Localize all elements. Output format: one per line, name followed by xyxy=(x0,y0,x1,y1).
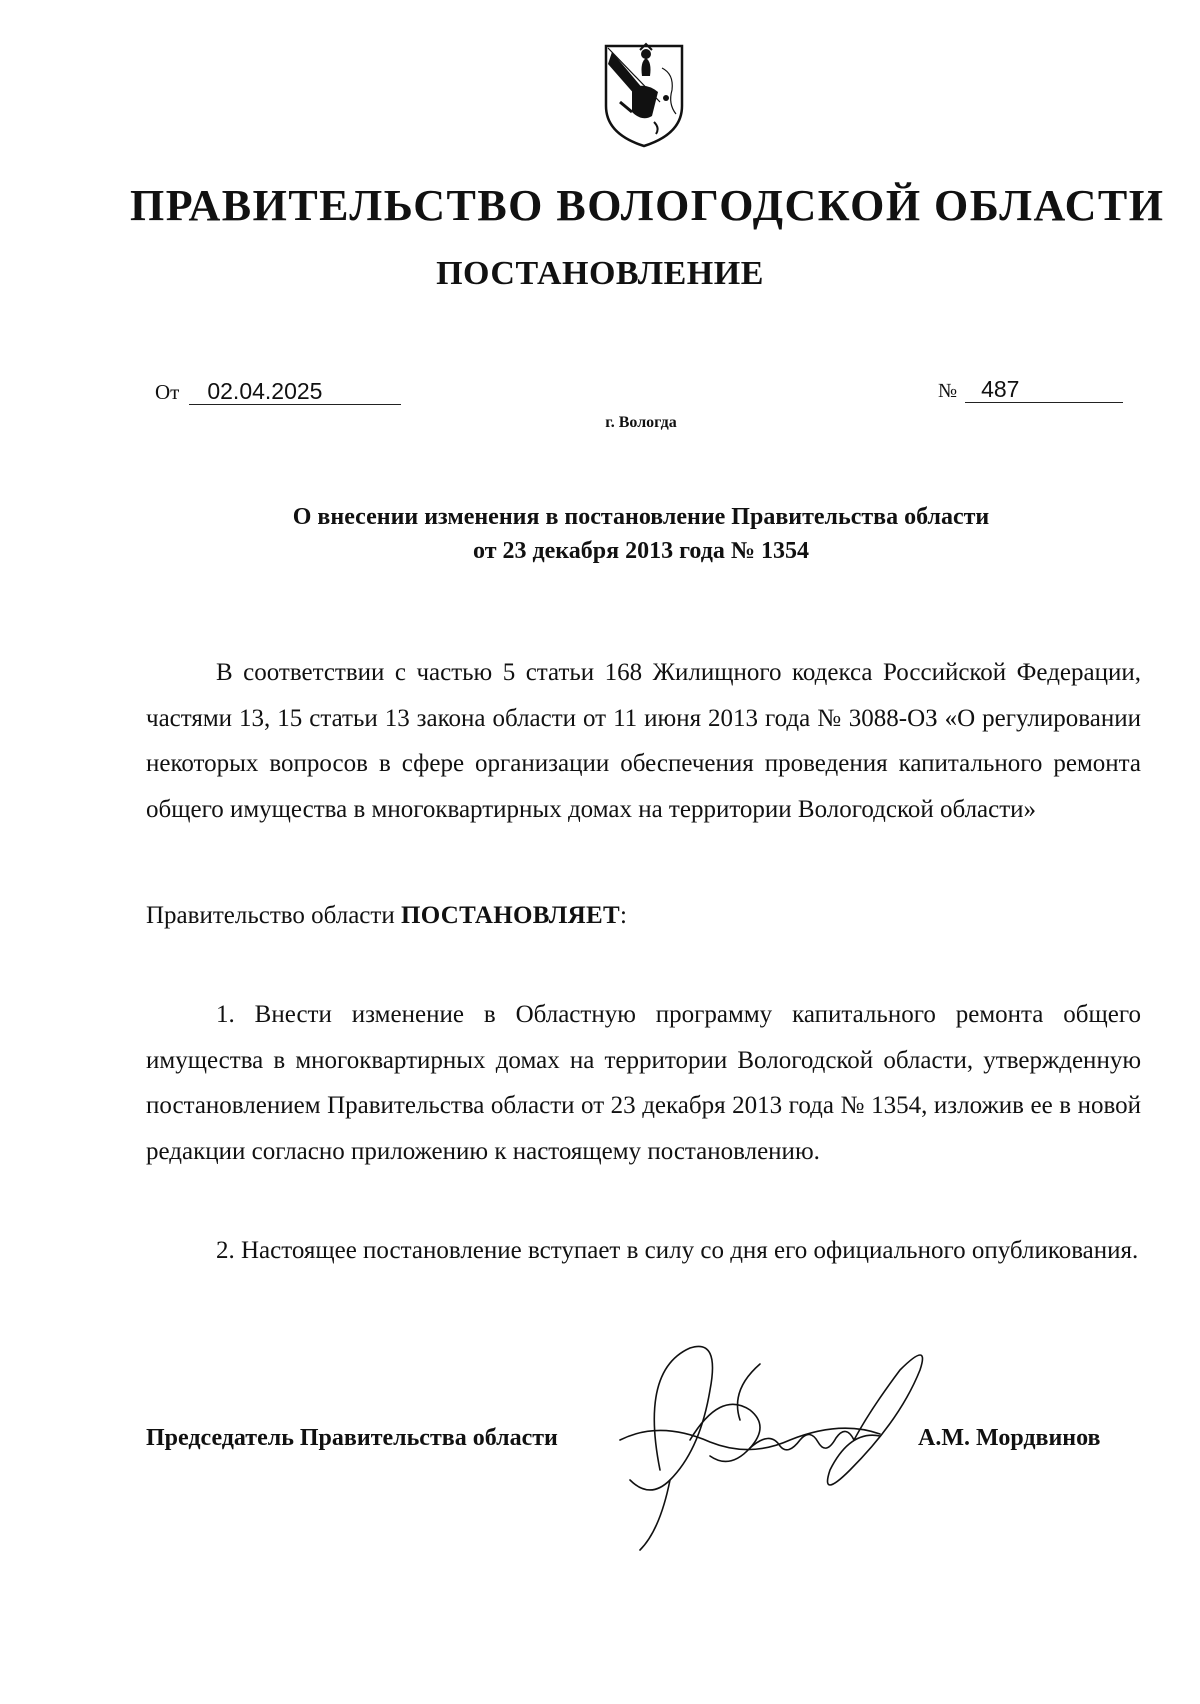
item-2-text: 2. Настоящее постановление вступает в силу со дня его официального опубликования. xyxy=(216,1237,1139,1264)
resolve-line xyxy=(146,893,1141,939)
item-2-paragraph xyxy=(146,1228,1141,1274)
resolve-word: ПОСТАНОВЛЯЕТ xyxy=(400,902,620,929)
subject-line-2: от 23 декабря 2013 года № 1354 xyxy=(473,538,809,564)
resolve-suffix: : xyxy=(619,902,627,929)
item-1-paragraph xyxy=(146,992,1141,1174)
signatory-name: А.М. Мордвинов xyxy=(918,1425,1101,1451)
vologda-coat-of-arms-icon xyxy=(602,42,686,150)
document-date-block xyxy=(155,378,401,405)
date-label: От xyxy=(155,380,180,404)
document-date: 02.04.2025 xyxy=(189,378,401,405)
preamble-text: В соответствии с частью 5 статьи 168 Жилищного кодекса Российской Федерации, частями 13, 15 статьи 13 закона области от 11 июня 2013 года № 3088-ОЗ «О регулировании некоторых вопросов в сфере организации обеспечения проведения капитального ремонта общего имущества в многоквартирных домах на территории Вологодской области» xyxy=(146,659,1141,823)
item-1-text: 1. Внести изменение в Областную программу капитального ремонта общего имущества в многоквартирных домах на территории Вологодской области, утвержденную постановлением Правительства области от 23 декабря 2013 года № 1354, изложив ее в новой редакции согласно приложению к настоящему постановлению. xyxy=(146,1001,1141,1165)
signatory-position: Председатель Правительства области xyxy=(146,1425,558,1451)
document-number-block xyxy=(938,376,1123,403)
document-type-heading: ПОСТАНОВЛЕНИЕ xyxy=(436,255,764,292)
number-label: № xyxy=(938,380,958,402)
city-label: г. Вологда xyxy=(605,414,677,431)
handwritten-signature xyxy=(600,1330,960,1560)
document-subject xyxy=(0,500,1200,568)
resolve-prefix: Правительство области xyxy=(146,902,395,929)
document-number: 487 xyxy=(965,376,1123,403)
preamble-paragraph xyxy=(146,650,1141,832)
subject-line-1: О внесении изменения в постановление Правительства области xyxy=(292,504,990,530)
organization-title: ПРАВИТЕЛЬСТВО ВОЛОГОДСКОЙ ОБЛАСТИ xyxy=(130,181,1165,230)
